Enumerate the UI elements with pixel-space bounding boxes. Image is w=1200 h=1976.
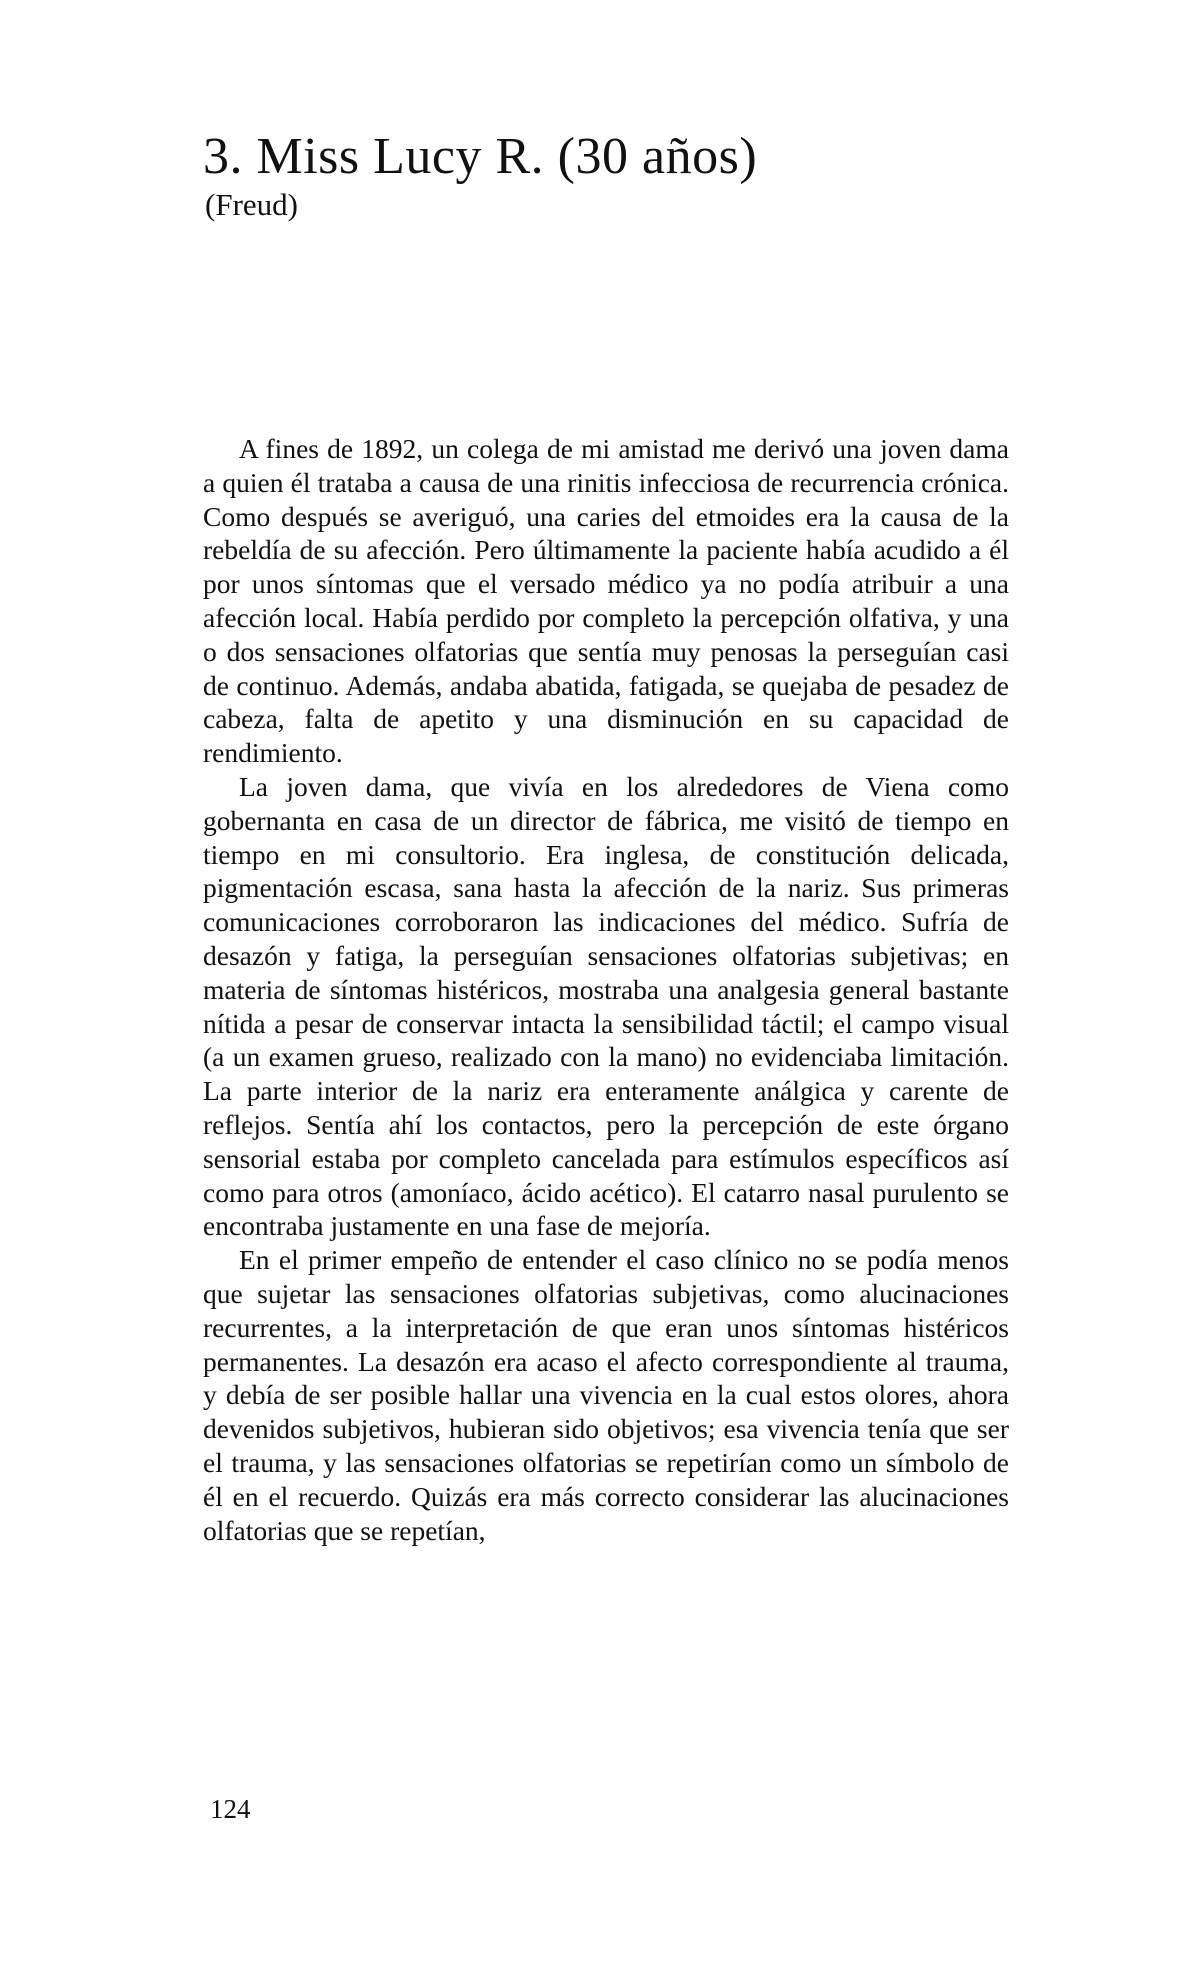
chapter-author: (Freud) <box>205 187 298 222</box>
page-number: 124 <box>210 1794 251 1824</box>
paragraph-3: En el primer empeño de entender el caso clínico no se podía menos que sujetar las sensaciones olfatorias subjetivas, como alucinaciones recurrentes, a la interpretación de que eran unos síntomas histéricos permanentes. La desazón era acaso el afecto correspondiente al trauma, y debía de ser posible hallar una vivencia en la cual estos olores, ahora devenidos subjetivos, hubieran sido objetivos; esa vivencia tenía que ser el trauma, y las sensaciones olfatorias se repetirían como un símbolo de él en el recuerdo. Quizás era más correcto considerar las alucinaciones olfatorias que se repetían, <box>203 1244 1009 1546</box>
paragraph-2: La joven dama, que vivía en los alrededores de Viena como gobernanta en casa de un director de fábrica, me visitó de tiempo en tiempo en mi consultorio. Era inglesa, de constitución delicada, pigmentación escasa, sana hasta la afección de la nariz. Sus primeras comunicaciones corroboraron las indicaciones del médico. Sufría de desazón y fatiga, la perseguían sensaciones olfatorias subjetivas; en materia de síntomas histéricos, mostraba una analgesia general bastante nítida a pesar de conservar intacta la sensibilidad táctil; el campo visual (a un examen grueso, realizado con la mano) no evidenciaba limitación. La parte interior de la nariz era enteramente análgica y carente de reflejos. Sentía ahí los contactos, pero la percepción de este órgano sensorial estaba por completo cancelada para estímulos específicos así como para otros (amoníaco, ácido acético). El catarro nasal purulento se encontraba justamente en una fase de mejoría. <box>203 770 1009 1242</box>
paragraph-1: A fines de 1892, un colega de mi amistad me derivó una joven dama a quien él trataba a causa de una rinitis infecciosa de recurrencia crónica. Como después se averiguó, una caries del etmoides era la causa de la rebeldía de su afección. Pero últimamente la paciente había acudido a él por unos síntomas que el versado médico ya no podía atribuir a una afección local. Había perdido por completo la percepción olfativa, y una o dos sensaciones olfatorias que sentía muy penosas la perseguían casi de continuo. Además, andaba abatida, fatigada, se quejaba de pesadez de cabeza, falta de apetito y una disminución en su capacidad de rendimiento. <box>203 433 1009 769</box>
body-text <box>203 432 1009 1547</box>
chapter-title: 3. Miss Lucy R. (30 años) <box>203 128 758 185</box>
